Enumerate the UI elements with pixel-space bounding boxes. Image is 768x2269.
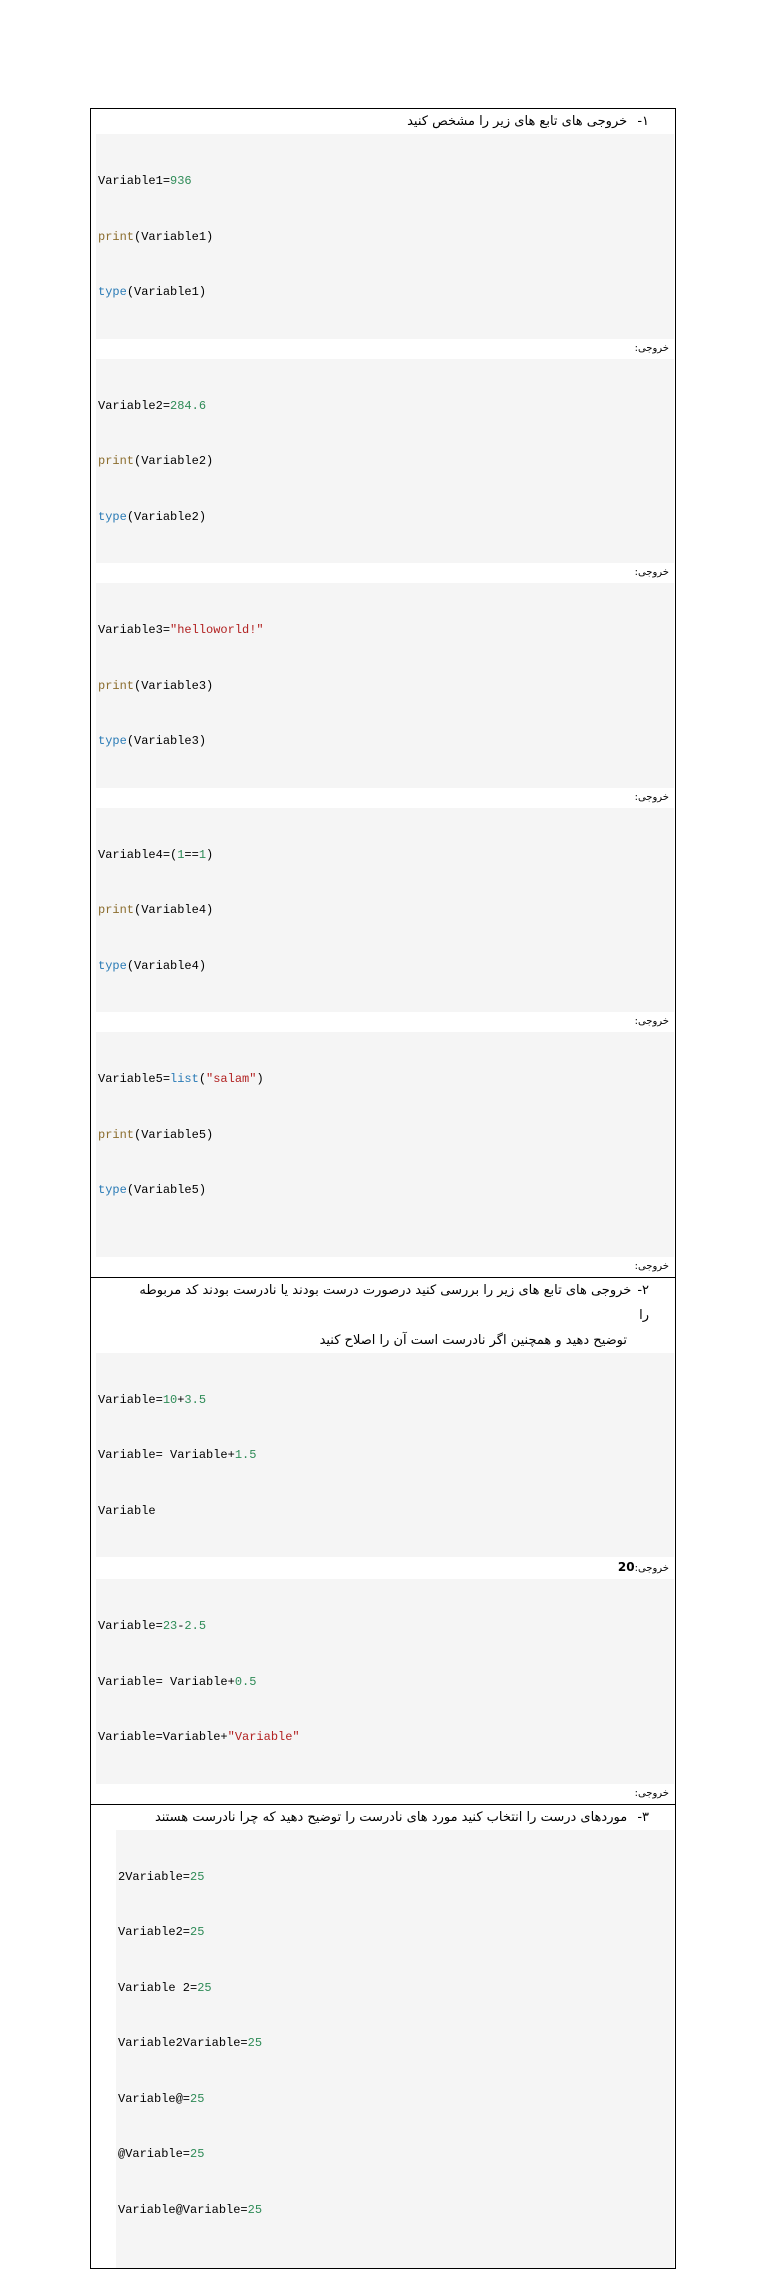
code-value: "helloworld!" <box>170 623 264 637</box>
keyword-list: list <box>170 1072 199 1086</box>
output-label-text: خروجی: <box>634 567 669 578</box>
output-label-q2-1 <box>91 1557 675 1579</box>
code-arg: (Variable2) <box>126 509 207 524</box>
output-label-2 <box>91 563 675 583</box>
code-value: 10 <box>162 1392 178 1407</box>
code-arg: (Variable1) <box>134 229 214 244</box>
output-label-text: خروجی: <box>634 1787 669 1799</box>
code-var: Variable= Variable+ <box>98 1448 235 1462</box>
keyword-print: print <box>98 678 135 693</box>
code-value: 23 <box>162 1619 178 1633</box>
code-value: "Variable" <box>227 1730 300 1744</box>
code-arg: (Variable5) <box>126 1183 207 1197</box>
code-var: Variable 2= <box>118 1980 198 1995</box>
code-var: Variable= <box>98 1619 163 1633</box>
code-var: Variable= <box>98 1392 163 1407</box>
code-var: @Variable= <box>118 2147 191 2161</box>
output-label-text: خروجی: <box>634 1260 669 1272</box>
question-2-text-line1: خروجی های تابع های زیر را بررسی کنید درصورت درست بودند یا نادرست بودند کد مربوطه را <box>139 1282 649 1323</box>
code-value: 25 <box>197 1980 212 1995</box>
keyword-print: print <box>98 454 135 468</box>
code-var: Variable5 <box>98 1072 163 1086</box>
output-label-1 <box>91 339 675 359</box>
code-value: 25 <box>247 2202 263 2217</box>
question-2-text-line2: توضیح دهید و همچنین اگر نادرست است آن را اصلاح کنید <box>319 1332 627 1348</box>
code-value: 25 <box>190 1869 205 1884</box>
code-value: 1 <box>198 847 207 862</box>
code-block-5: Variable5=list("salam") print(Variable5) type(Variable5) <box>96 1032 674 1257</box>
question-3-cell <box>91 1805 675 2269</box>
code-value: 25 <box>247 2036 263 2050</box>
output-label-text: خروجی: <box>634 791 669 803</box>
question-1-text: خروجی های تابع های زیر را مشخص کنید <box>407 114 628 129</box>
output-label-4 <box>91 1012 675 1032</box>
keyword-type: type <box>98 1183 127 1197</box>
code-value: 2.5 <box>184 1619 207 1633</box>
code-op: + <box>177 1392 185 1407</box>
code-arg: (Variable3) <box>134 678 214 693</box>
code-arg: (Variable4) <box>134 903 214 917</box>
code-value: 1.5 <box>234 1448 257 1462</box>
keyword-type: type <box>98 958 127 973</box>
code-var: Variable1 <box>98 174 163 188</box>
question-1-heading <box>91 109 675 134</box>
code-value: 936 <box>170 174 192 188</box>
keyword-type: type <box>98 285 127 299</box>
code-value: 25 <box>190 1925 205 1939</box>
question-2-number: ۲- <box>637 1282 649 1298</box>
keyword-print: print <box>98 903 135 917</box>
code-var: Variable=Variable+ <box>98 1730 228 1744</box>
code-op: == <box>184 847 199 862</box>
keyword-type: type <box>98 734 127 748</box>
code-arg: (Variable2) <box>134 454 214 468</box>
code-arg: (Variable3) <box>126 734 207 748</box>
code-var: Variable3 <box>98 623 163 637</box>
code-var: Variable2 <box>98 398 163 413</box>
code-var: Variable@Variable= <box>118 2202 248 2217</box>
output-value: 20 <box>617 1560 635 1574</box>
code-var: Variable4 <box>98 847 163 862</box>
worksheet-table <box>90 108 676 2269</box>
code-block-q3 <box>116 1830 674 2269</box>
output-label-text: خروجی: <box>634 1563 669 1574</box>
code-arg: (Variable5) <box>134 1127 214 1142</box>
code-value: 25 <box>190 2091 205 2106</box>
keyword-type: type <box>98 509 127 524</box>
question-2-cell <box>91 1278 675 1805</box>
code-value: 1 <box>177 847 185 862</box>
code-block-3: Variable3="helloworld!" print(Variable3) type(Variable3) <box>96 583 674 788</box>
code-arg: (Variable1) <box>126 285 207 299</box>
question-1-cell <box>91 109 675 1278</box>
question-3-heading <box>91 1805 675 1830</box>
question-1-number: ۱- <box>637 114 649 129</box>
output-label-5 <box>91 1257 675 1277</box>
code-block-2: Variable2=284.6 print(Variable2) type(Variable2) <box>96 359 674 564</box>
keyword-print: print <box>98 229 135 244</box>
code-block-1: Variable1=936 print(Variable1) type(Variable1) <box>96 134 674 339</box>
code-var: Variable= Variable+ <box>98 1674 235 1689</box>
code-op: - <box>177 1619 185 1633</box>
code-var: Variable@= <box>118 2091 191 2106</box>
output-label-text: خروجی: <box>634 342 669 354</box>
code-value: 284.6 <box>170 398 207 413</box>
code-var: 2Variable= <box>118 1869 191 1884</box>
code-value: 0.5 <box>234 1674 257 1689</box>
code-block-q2-2 <box>96 1579 674 1784</box>
code-op: ) <box>206 847 214 862</box>
code-block-q2-1 <box>96 1353 674 1558</box>
code-block-4 <box>96 808 674 1013</box>
code-var: Variable <box>98 1503 156 1518</box>
question-3-number: ۳- <box>637 1809 649 1825</box>
question-3-text: موردهای درست را انتخاب کنید مورد های نادرست را توضیح دهید که چرا نادرست هستند <box>154 1809 628 1825</box>
output-label-q2-2 <box>91 1784 675 1804</box>
code-var: Variable2= <box>118 1925 191 1939</box>
code-op: =( <box>162 847 178 862</box>
output-label-3 <box>91 788 675 808</box>
code-arg: (Variable4) <box>126 958 207 973</box>
keyword-print: print <box>98 1127 135 1142</box>
code-value: "salam" <box>206 1072 257 1086</box>
code-value: 3.5 <box>184 1392 207 1407</box>
question-2-heading <box>91 1278 675 1353</box>
code-var: Variable2Variable= <box>118 2036 248 2050</box>
code-value: 25 <box>190 2147 205 2161</box>
output-label-text: خروجی: <box>634 1016 669 1027</box>
